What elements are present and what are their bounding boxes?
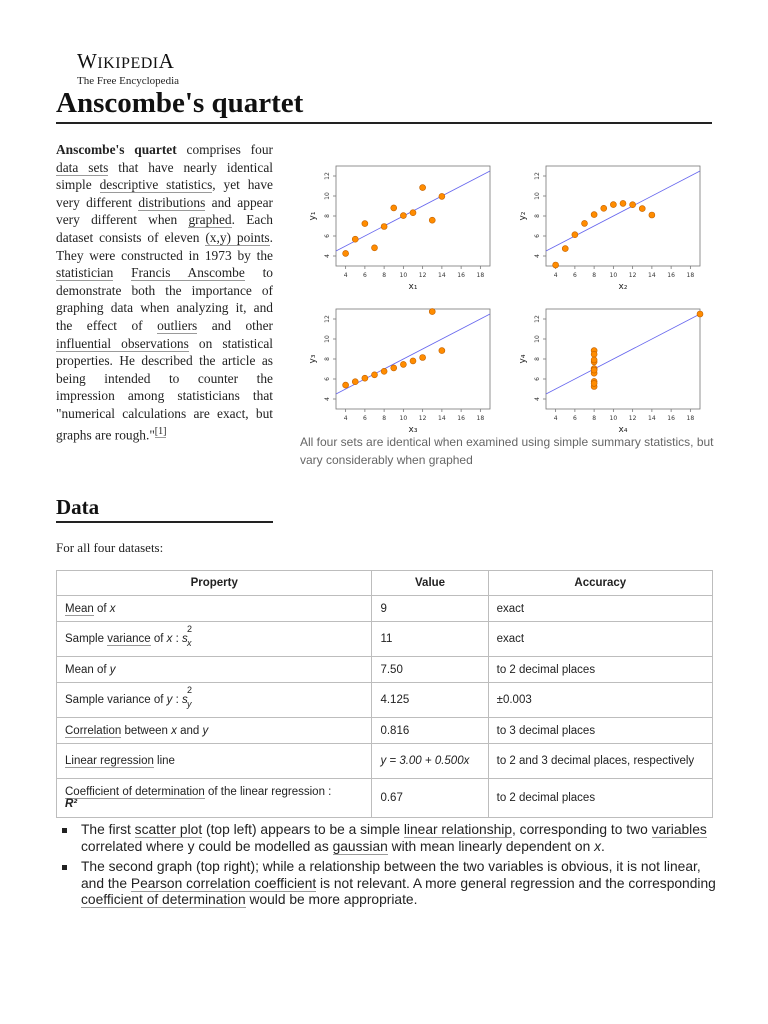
accuracy-cell: exact	[488, 622, 712, 657]
data-point	[352, 236, 358, 242]
data-point	[582, 220, 588, 226]
plot-frame	[546, 309, 700, 409]
data-point	[343, 382, 349, 388]
link-mean[interactable]: Mean	[65, 602, 94, 615]
x-axis-label: x₄	[618, 425, 628, 433]
y-tick-label: 4	[324, 254, 331, 258]
x-tick-label: 4	[553, 272, 558, 279]
x-tick-label: 12	[418, 415, 427, 422]
data-point	[381, 368, 387, 374]
x-tick-label: 4	[343, 415, 348, 422]
accuracy-cell: to 2 decimal places	[488, 779, 712, 818]
section-heading-data: Data	[56, 493, 273, 523]
link-influential-observations[interactable]: influential observations	[56, 335, 189, 351]
link-xy-points[interactable]: (x,y) points	[205, 229, 270, 245]
table-row	[57, 779, 713, 818]
x-tick-label: 10	[609, 272, 618, 279]
data-point	[400, 213, 406, 219]
y-tick-label: 8	[324, 357, 331, 361]
data-point	[410, 358, 416, 364]
accuracy-cell: exact	[488, 596, 712, 622]
y-tick-label: 8	[534, 214, 541, 218]
link-descriptive-statistics[interactable]: descriptive statistics	[99, 177, 213, 193]
link-distributions[interactable]: distributions	[138, 194, 206, 210]
data-point	[391, 365, 397, 371]
data-point	[639, 206, 645, 212]
x-tick-label: 18	[686, 415, 695, 422]
link-graphed[interactable]: graphed	[188, 212, 232, 228]
data-point	[362, 221, 368, 227]
y-tick-label: 4	[534, 397, 541, 401]
link-scatter-plot[interactable]: scatter plot	[134, 822, 203, 837]
value-cell: 9	[372, 596, 488, 622]
data-point	[362, 375, 368, 381]
value-cell: 11	[372, 622, 488, 657]
data-point	[439, 193, 445, 199]
plot-3	[300, 303, 500, 433]
data-point	[352, 379, 358, 385]
intro-term: Anscombe's quartet	[56, 142, 177, 157]
data-point	[429, 309, 435, 315]
link-gaussian[interactable]: gaussian	[332, 838, 388, 854]
accuracy-cell: ±0.003	[488, 683, 712, 718]
link-statistician[interactable]: statistician	[56, 265, 114, 281]
x-tick-label: 12	[628, 272, 637, 279]
table-row	[57, 744, 713, 779]
data-point	[601, 205, 607, 211]
data-point	[400, 361, 406, 367]
x-tick-label: 8	[382, 415, 387, 422]
y-tick-label: 6	[534, 234, 541, 238]
x-tick-label: 10	[609, 415, 618, 422]
data-point	[372, 372, 378, 378]
property-cell: Sample variance of x : s 2 x	[57, 622, 372, 657]
data-point	[420, 355, 426, 361]
plot-4	[510, 303, 710, 433]
data-point	[591, 351, 597, 357]
x-tick-label: 18	[476, 272, 485, 279]
x-tick-label: 4	[343, 272, 348, 279]
plot-frame	[546, 166, 700, 266]
y-tick-label: 12	[324, 172, 331, 180]
x-tick-label: 8	[592, 272, 597, 279]
x-tick-label: 8	[592, 415, 597, 422]
link-variance[interactable]: variance	[107, 633, 151, 646]
list-item: The first scatter plot (top left) appears to be a simple linear relationship, corresponding to two variables correlated where y could be modelled as gaussian with mean linearly dependent on x.	[62, 822, 717, 855]
table-row	[57, 596, 713, 622]
x-tick-label: 6	[362, 272, 367, 279]
x-tick-label: 14	[648, 415, 656, 422]
x-tick-label: 6	[572, 415, 577, 422]
link-coefficient-of-determination[interactable]: Coefficient of determination	[65, 786, 205, 798]
y-tick-label: 4	[534, 254, 541, 258]
data-point	[343, 250, 349, 256]
y-tick-label: 12	[534, 172, 541, 180]
value-cell: y = 3.00 + 0.500x	[372, 744, 488, 779]
link-correlation[interactable]: Correlation	[65, 724, 122, 737]
property-cell: Linear regression line	[57, 744, 372, 779]
column-header-accuracy: Accuracy	[488, 571, 712, 596]
value-cell: 4.125	[372, 683, 488, 718]
y-tick-label: 4	[324, 397, 331, 401]
x-tick-label: 8	[382, 272, 387, 279]
data-point	[381, 224, 387, 230]
x-axis-label: x₂	[618, 282, 628, 290]
figure-caption: All four sets are identical when examined using simple summary statistics, but vary considerably when graphed	[300, 435, 714, 467]
x-tick-label: 4	[553, 415, 558, 422]
property-cell: Correlation between x and y	[57, 718, 372, 744]
data-point	[420, 185, 426, 191]
reference-link[interactable]: [1]	[154, 425, 167, 437]
logo-wordmark: WIKIPEDIA	[77, 49, 175, 73]
x-tick-label: 6	[362, 415, 367, 422]
y-tick-label: 6	[324, 234, 331, 238]
y-axis-label: y₁	[308, 211, 318, 221]
wikipedia-logo[interactable]	[77, 50, 179, 88]
plot-1	[300, 160, 500, 290]
value-cell: 7.50	[372, 657, 488, 683]
y-axis-label: y₃	[308, 354, 318, 364]
y-tick-label: 10	[534, 192, 541, 200]
logo-tagline: The Free Encyclopedia	[77, 75, 180, 87]
y-tick-label: 10	[324, 335, 331, 343]
data-point	[591, 380, 597, 386]
plot-2	[510, 160, 710, 290]
y-tick-label: 10	[324, 192, 331, 200]
accuracy-cell: to 2 decimal places	[488, 657, 712, 683]
x-axis-label: x₁	[408, 282, 418, 290]
x-axis-label: x₃	[408, 425, 418, 433]
y-tick-label: 8	[534, 357, 541, 361]
y-tick-label: 12	[534, 315, 541, 323]
x-tick-label: 14	[438, 415, 446, 422]
link-linear-regression[interactable]: Linear regression	[65, 755, 154, 767]
table-header-row	[57, 571, 713, 596]
x-tick-label: 16	[457, 415, 465, 422]
data-point	[562, 246, 568, 252]
list-item: The second graph (top right); while a relationship between the two variables is obvious, it is not linear, and the Pearson correlation coefficient is not relevant. A more general regression and the corresponding coefficient of determination would be more appropriate.	[62, 859, 717, 909]
y-tick-label: 10	[534, 335, 541, 343]
table-row	[57, 683, 713, 718]
data-point	[572, 232, 578, 238]
x-tick-label: 14	[648, 272, 656, 279]
data-point	[591, 367, 597, 373]
page-title: Anscombe's quartet	[56, 84, 712, 124]
x-tick-label: 18	[476, 415, 485, 422]
y-tick-label: 6	[534, 377, 541, 381]
x-tick-label: 12	[418, 272, 427, 279]
observations-list	[62, 822, 717, 913]
link-outliers[interactable]: outliers	[157, 317, 198, 333]
property-cell: Sample variance of y : s 2 y	[57, 683, 372, 718]
y-tick-label: 6	[324, 377, 331, 381]
link-francis-anscombe[interactable]: Francis Anscombe	[131, 265, 245, 281]
link-pearson-correlation[interactable]: Pearson correlation coefficient	[130, 875, 317, 891]
x-tick-label: 16	[457, 272, 465, 279]
column-header-property: Property	[57, 571, 372, 596]
data-point	[591, 212, 597, 218]
value-cell: 0.67	[372, 779, 488, 818]
x-tick-label: 12	[628, 415, 637, 422]
data-point	[439, 348, 445, 354]
link-data-sets[interactable]: data sets	[56, 159, 109, 175]
accuracy-cell: to 3 decimal places	[488, 718, 712, 744]
x-tick-label: 10	[399, 272, 408, 279]
data-point	[697, 311, 703, 317]
y-axis-label: y₄	[518, 354, 528, 364]
data-point	[410, 210, 416, 216]
y-tick-label: 12	[324, 315, 331, 323]
column-header-value: Value	[372, 571, 488, 596]
x-tick-label: 16	[667, 415, 675, 422]
intro-paragraph: Anscombe's quartet comprises four data sets that have nearly identical simple descriptive statistics, yet have very different distributions and appear very different when graphed. Each dataset consists of eleven (x,y) points. They were constructed in 1973 by the statistician Francis Anscombe to demonstrate both the importance of graphing data when analyzing it, and the effect of outliers and other influential observations on statistical properties. He described the article as being intended to counter the impression among statisticians that "numerical calculations are exact, but graphs are rough."[1]	[56, 142, 273, 442]
x-tick-label: 18	[686, 272, 695, 279]
y-tick-label: 8	[324, 214, 331, 218]
x-tick-label: 16	[667, 272, 675, 279]
x-tick-label: 6	[572, 272, 577, 279]
data-point	[591, 357, 597, 363]
link-linear-relationship[interactable]: linear relationship	[403, 822, 512, 837]
table-row	[57, 718, 713, 744]
value-cell: 0.816	[372, 718, 488, 744]
data-point	[391, 205, 397, 211]
data-point	[610, 202, 616, 208]
data-point	[372, 245, 378, 251]
accuracy-cell: to 2 and 3 decimal places, respectively	[488, 744, 712, 779]
data-point	[429, 217, 435, 223]
property-cell: Mean of x	[57, 596, 372, 622]
data-point	[553, 262, 559, 268]
table-row	[57, 657, 713, 683]
x-tick-label: 14	[438, 272, 446, 279]
data-point	[649, 212, 655, 218]
data-point	[630, 202, 636, 208]
property-cell: Coefficient of determination of the linear regression : R²	[57, 779, 372, 818]
x-tick-label: 10	[399, 415, 408, 422]
table-row	[57, 622, 713, 657]
statistics-table	[56, 570, 713, 818]
link-variables[interactable]: variables	[651, 822, 707, 837]
data-point	[620, 200, 626, 206]
y-axis-label: y₂	[518, 211, 528, 221]
data-intro-text: For all four datasets:	[56, 540, 164, 555]
link-coefficient-of-determination-2[interactable]: coefficient of determination	[81, 892, 246, 907]
property-cell: Mean of y	[57, 657, 372, 683]
